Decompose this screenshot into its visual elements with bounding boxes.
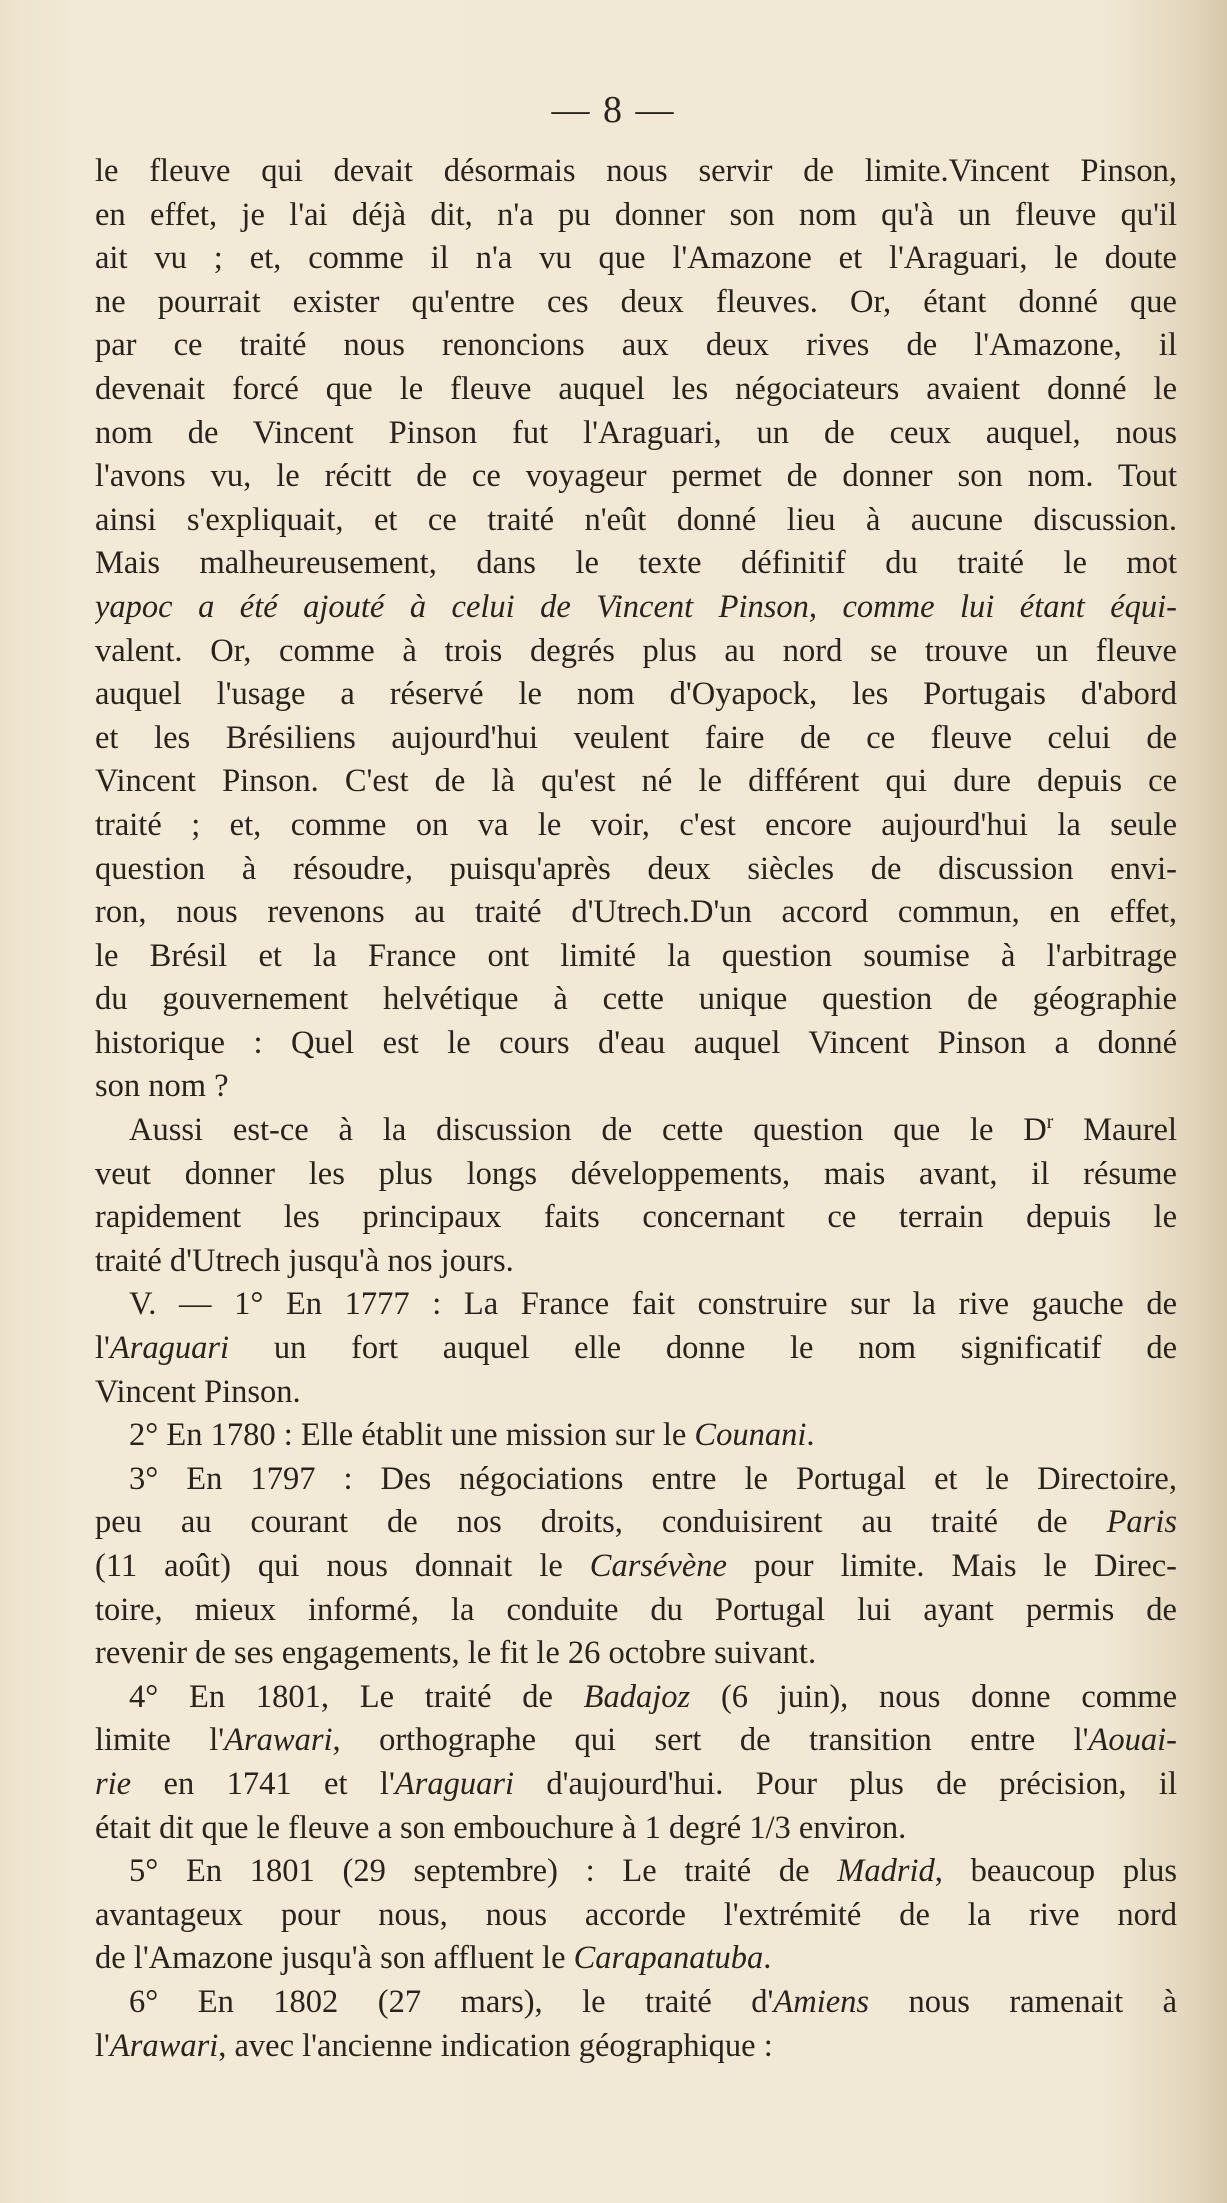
text-line: historique : Quel est le cours d'eau auquel Vincent Pinson a donné xyxy=(95,1024,1177,1061)
text-line: revenir de ses engagements, le fit le 26 octobre suivant. xyxy=(95,1635,817,1672)
text-line: toire, mieux informé, la conduite du Portugal lui ayant permis de xyxy=(95,1591,1177,1628)
text-line xyxy=(95,1414,1177,1458)
text-line: son nom ? xyxy=(95,1068,229,1105)
body-text xyxy=(95,150,1177,2068)
text-line: ait vu ; et, comme il n'a vu que l'Amazone et l'Araguari, le doute xyxy=(95,240,1177,277)
text-italic: rie xyxy=(95,1765,132,1802)
text-italic: Araguari xyxy=(109,1330,230,1367)
text-line xyxy=(95,1719,1177,1763)
text-run: un fort auquel elle donne le nom significatif de xyxy=(229,1330,1177,1367)
page-number: — 8 — xyxy=(551,89,676,131)
text-line: ne pourrait exister qu'entre ces deux fleuves. Or, étant donné que xyxy=(95,283,1177,320)
text-run: , orthographe qui sert de transition entre l' xyxy=(332,1722,1089,1759)
text-run: d'aujourd'hui. Pour plus de précision, il xyxy=(514,1765,1177,1802)
text-italic: Aouai- xyxy=(1088,1722,1177,1759)
text-run: 6° En 1802 (27 mars), le traité d' xyxy=(129,1983,774,2020)
text-run: peu au courant de nos droits, conduisirent au traité de xyxy=(95,1504,1107,1541)
text-run: en 1741 et l' xyxy=(131,1765,395,1802)
text-run: l' xyxy=(95,1330,110,1367)
text-line: devenait forcé que le fleuve auquel les négociateurs avaient donné le xyxy=(95,370,1177,407)
text-run: (11 août) qui nous donnait le xyxy=(95,1548,590,1584)
text-run: . xyxy=(806,1417,815,1454)
text-italic: Badajoz xyxy=(583,1678,691,1715)
text-run: pour limite. Mais le Direc- xyxy=(726,1548,1177,1584)
text-superscript: r xyxy=(1046,1112,1054,1134)
text-line: et les Brésiliens aujourd'hui veulent faire de ce fleuve celui de xyxy=(95,719,1177,756)
text-line xyxy=(95,1109,1177,1153)
text-line xyxy=(95,1676,1177,1720)
text-line: l'avons vu, le récitt de ce voyageur permet de donner son nom. Tout xyxy=(95,458,1177,495)
text-line xyxy=(95,1763,1177,1807)
text-line: en effet, je l'ai déjà dit, n'a pu donner son nom qu'à un fleuve qu'il xyxy=(95,196,1177,233)
text-line: 3° En 1797 : Des négociations entre le Portugal et le Directoire, xyxy=(129,1460,1177,1497)
text-italic: Amiens xyxy=(773,1983,870,2020)
text-italic: Madrid xyxy=(837,1853,935,1890)
text-italic: Paris xyxy=(1106,1504,1177,1541)
text-run: 5° En 1801 (29 septembre) : Le traité de xyxy=(129,1853,838,1890)
text-line: auquel l'usage a réservé le nom d'Oyapock, les Portugais d'abord xyxy=(95,676,1177,713)
text-italic: Carsévène xyxy=(589,1548,727,1584)
text-line: Mais malheureusement, dans le texte définitif du traité le mot xyxy=(95,545,1177,582)
text-line: le Brésil et la France ont limité la question soumise à l'arbitrage xyxy=(95,937,1177,974)
text-run: l' xyxy=(95,2027,110,2064)
text-line: traité d'Utrech jusqu'à nos jours. xyxy=(95,1242,514,1279)
text-line: était dit que le fleuve a son embouchure à 1 degré 1/3 environ. xyxy=(95,1809,907,1846)
text-run: 2° En 1780 : Elle établit une mission sur le xyxy=(129,1417,695,1454)
text-run: (6 juin), nous donne comme xyxy=(690,1678,1177,1715)
text-line xyxy=(95,586,1177,630)
text-line xyxy=(95,2025,1177,2069)
text-line xyxy=(95,1327,1177,1371)
text-run: Maurel xyxy=(1053,1112,1177,1149)
text-line: nom de Vincent Pinson fut l'Araguari, un de ceux auquel, nous xyxy=(95,414,1177,451)
text-run: . xyxy=(763,1940,772,1977)
text-line: question à résoudre, puisqu'après deux siècles de discussion envi- xyxy=(95,850,1177,887)
text-run: nous ramenait à xyxy=(869,1983,1177,2020)
text-line: veut donner les plus longs développements, mais avant, il résume xyxy=(95,1155,1177,1192)
text-line: V. — 1° En 1777 : La France fait construire sur la rive gauche de xyxy=(129,1286,1177,1323)
text-run: 4° En 1801, Le traité de xyxy=(129,1678,584,1715)
text-line: ainsi s'expliquait, et ce traité n'eût donné lieu à aucune discussion. xyxy=(95,501,1177,538)
text-run: , beaucoup plus xyxy=(934,1853,1177,1890)
text-line: traité ; et, comme on va le voir, c'est encore aujourd'hui la seule xyxy=(95,806,1177,843)
text-line xyxy=(95,1981,1177,2025)
text-line: avantageux pour nous, nous accorde l'extrémité de la rive nord xyxy=(95,1896,1177,1933)
text-line: par ce traité nous renoncions aux deux rives de l'Amazone, il xyxy=(95,327,1177,364)
text-run: , avec l'ancienne indication géographique : xyxy=(218,2027,773,2064)
text-run: limite l' xyxy=(95,1722,225,1759)
text-italic: Carapanatuba xyxy=(573,1940,764,1977)
text-line: rapidement les principaux faits concernant ce terrain depuis le xyxy=(95,1199,1177,1236)
text-line xyxy=(95,1937,1177,1981)
text-italic: yapoc a été ajouté à celui de Vincent Pinson, comme lui étant équi- xyxy=(95,588,1177,625)
text-line: le fleuve qui devait désormais nous servir de limite.Vincent Pinson, xyxy=(95,153,1177,189)
text-italic: Counani xyxy=(694,1417,807,1454)
text-line: Vincent Pinson. C'est de là qu'est né le différent qui dure depuis ce xyxy=(95,763,1177,800)
text-line: du gouvernement helvétique à cette unique question de géographie xyxy=(95,981,1177,1018)
text-line xyxy=(95,1850,1177,1894)
text-italic: Arawari xyxy=(109,2027,219,2064)
text-italic: Araguari xyxy=(394,1765,514,1802)
text-line: Vincent Pinson. xyxy=(95,1373,301,1410)
text-line xyxy=(95,1545,1177,1589)
text-line: ron, nous revenons au traité d'Utrech.D'un accord commun, en effet, xyxy=(95,894,1177,931)
text-run: de l'Amazone jusqu'à son affluent le xyxy=(95,1940,574,1977)
text-line: valent. Or, comme à trois degrés plus au nord se trouve un fleuve xyxy=(95,632,1177,669)
text-run: Aussi est-ce à la discussion de cette question que le D xyxy=(129,1112,1047,1149)
text-italic: Arawari xyxy=(224,1722,333,1759)
text-line xyxy=(95,1501,1177,1545)
